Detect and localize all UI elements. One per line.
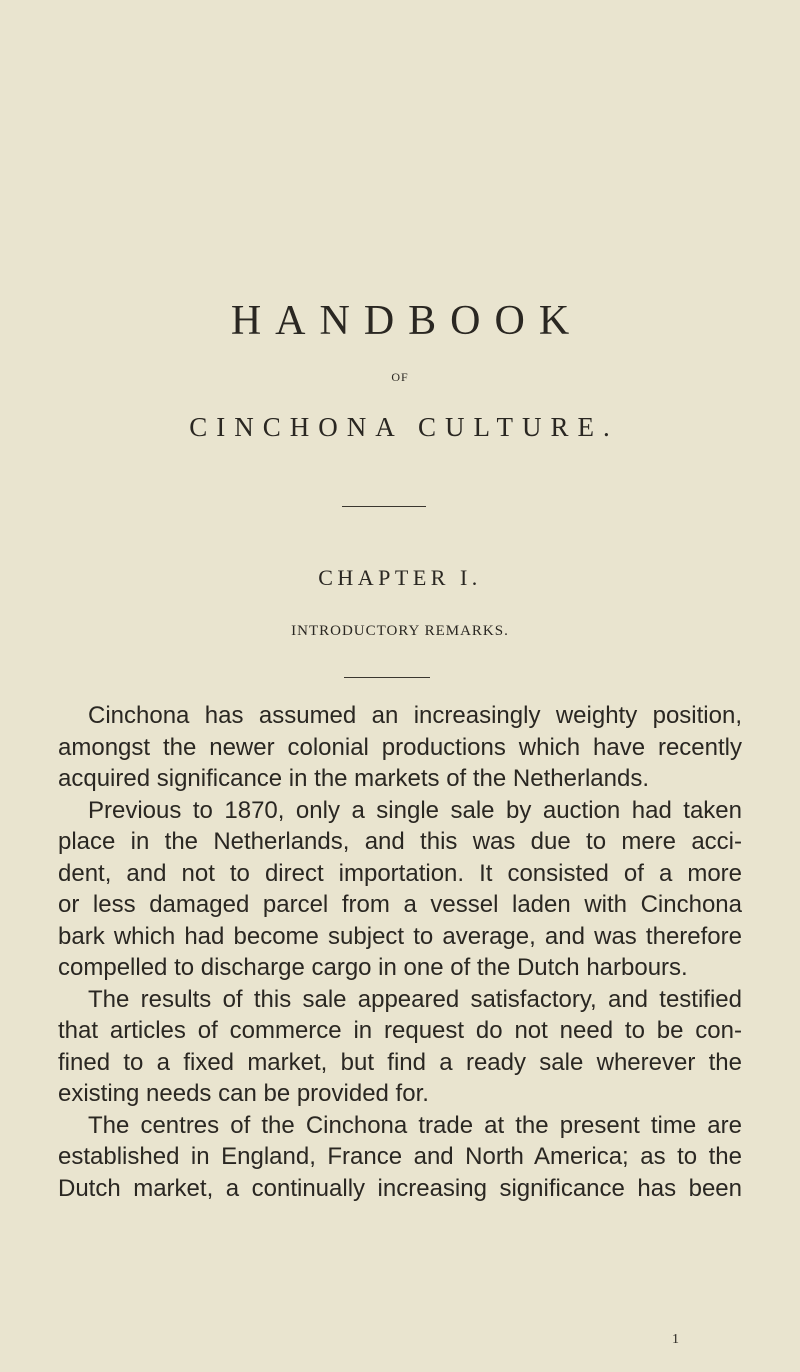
text-line: bark which had become subject to average, and was therefore xyxy=(58,922,742,950)
text-line: Dutch market, a continually increasing significance has been xyxy=(58,1174,742,1202)
title-connector: OF xyxy=(391,370,409,384)
text-line: The centres of the Cinchona trade at the present time are xyxy=(88,1111,742,1139)
text-line: Previous to 1870, only a single sale by auction had taken xyxy=(88,796,742,824)
book-subtitle: CINCHONA CULTURE. xyxy=(189,412,619,442)
text-line: place in the Netherlands, and this was due to mere acci- xyxy=(58,828,742,855)
text-line: amongst the newer colonial productions which have recently xyxy=(58,733,742,761)
book-title: HANDBOOK xyxy=(230,298,584,344)
text-line: The results of this sale appeared satisfactory, and testified xyxy=(88,985,742,1013)
section-heading: INTRODUCTORY REMARKS. xyxy=(291,623,509,639)
text-line: dent, and not to direct importation. It consisted of a more xyxy=(58,859,742,887)
text-line: fined to a fixed market, but find a ready sale wherever the xyxy=(58,1048,742,1076)
text-line: acquired significance in the markets of the Netherlands. xyxy=(58,765,649,792)
text-line: existing needs can be provided for. xyxy=(58,1080,429,1107)
text-line: or less damaged parcel from a vessel laden with Cinchona xyxy=(58,891,742,918)
body-text xyxy=(58,700,742,1204)
text-line: Cinchona has assumed an increasingly weighty position, xyxy=(88,702,742,729)
section-divider xyxy=(344,677,430,678)
title-divider xyxy=(342,506,426,507)
page-number: 1 xyxy=(672,1332,679,1347)
chapter-heading: CHAPTER I. xyxy=(318,565,482,590)
text-line: established in England, France and North America; as to the xyxy=(58,1143,742,1170)
text-line: that articles of commerce in request do not need to be con- xyxy=(58,1017,742,1044)
text-line: compelled to discharge cargo in one of the Dutch harbours. xyxy=(58,954,688,981)
